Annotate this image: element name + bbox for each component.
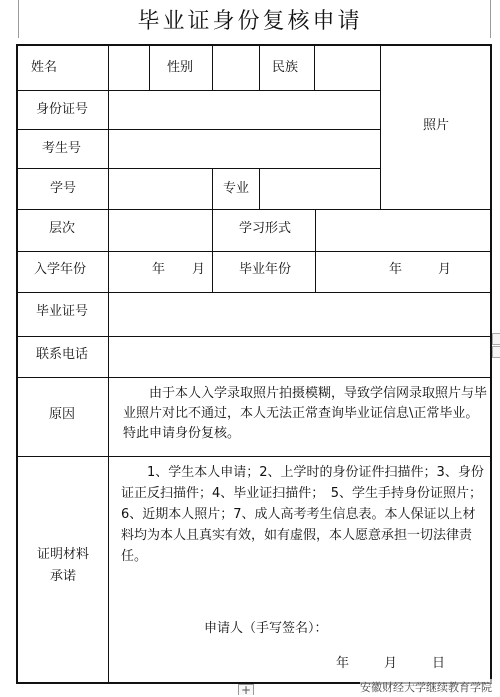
enrollment-year-word: 年 <box>152 262 166 277</box>
promise-label: 承诺 <box>49 569 76 584</box>
student-number-label: 学号 <box>50 181 77 196</box>
materials-label: 证明材料 <box>36 547 89 562</box>
reason-text: 由于本人入学录取照片拍摄模糊，导致学信网录取照片与毕业照片对比不通过，本人无法正常查询毕业证信息\正常毕业。特此申请身份复核。 <box>123 386 488 441</box>
certificate-number-label: 毕业证号 <box>36 304 89 319</box>
document-title: 毕业证身份复核申请 <box>137 9 363 34</box>
graduation-month-word: 月 <box>438 262 452 277</box>
applicant-signature-label: 申请人（手写签名）： <box>204 621 328 636</box>
institution-watermark: 安徽财经大学继续教育学院 <box>360 681 492 694</box>
graduation-year-word: 年 <box>389 262 403 277</box>
row-line-4 <box>18 209 492 210</box>
label-column-line <box>108 46 109 684</box>
level-study-form-line <box>315 209 316 251</box>
gender-value-line <box>259 46 260 90</box>
exam-number-label: 考生号 <box>42 141 82 156</box>
signature-year-word: 年 <box>336 656 350 671</box>
row-line-1 <box>18 90 380 91</box>
page-scroll-marker-lower <box>492 346 500 358</box>
ethnicity-label-line <box>314 46 315 90</box>
row-line-6 <box>18 292 492 293</box>
name-value-line <box>149 46 150 90</box>
row-line-9 <box>18 456 492 457</box>
row-line-5 <box>18 251 492 252</box>
signature-month-word: 月 <box>384 656 398 671</box>
id-number-label: 身份证号 <box>36 102 89 117</box>
name-label: 姓名 <box>31 60 58 75</box>
row-line-2 <box>18 129 380 130</box>
verification-form-table <box>16 44 492 684</box>
photo-column-line <box>380 46 381 209</box>
reason-label: 原因 <box>49 407 76 422</box>
materials-promise-label <box>28 544 98 588</box>
enrollment-month-word: 月 <box>192 262 206 277</box>
gender-label-line <box>212 46 213 90</box>
level-label: 层次 <box>49 221 76 236</box>
major-label: 专业 <box>223 181 250 196</box>
graduation-year-label: 毕业年份 <box>239 262 292 277</box>
contact-phone-label: 联系电话 <box>36 347 89 362</box>
row-line-3 <box>18 168 380 169</box>
page-scroll-marker-upper <box>492 333 500 345</box>
row-line-8 <box>18 377 492 378</box>
major-value-line <box>259 168 260 209</box>
row-line-7 <box>18 336 492 337</box>
graduation-year-line <box>315 251 316 292</box>
photo-label: 照片 <box>423 118 450 133</box>
gender-label: 性别 <box>167 60 194 75</box>
study-form-label: 学习形式 <box>239 221 292 236</box>
enrollment-year-line <box>212 251 213 292</box>
ethnicity-label: 民族 <box>272 60 299 75</box>
enrollment-year-label: 入学年份 <box>34 262 87 277</box>
signature-day-word: 日 <box>432 656 446 671</box>
materials-text: 1、学生本人申请；2、上学时的身份证件扫描件；3、身份证正反扫描件；4、毕业证扫描件； 5、学生手持身份证照片；6、近期本人照片；7、成人高考考生信息表。本人保证以上材料均为本人且真实有效，如有虚假，本人愿意承担一切法律责任。 <box>121 465 484 564</box>
add-page-button[interactable]: + <box>238 684 254 695</box>
